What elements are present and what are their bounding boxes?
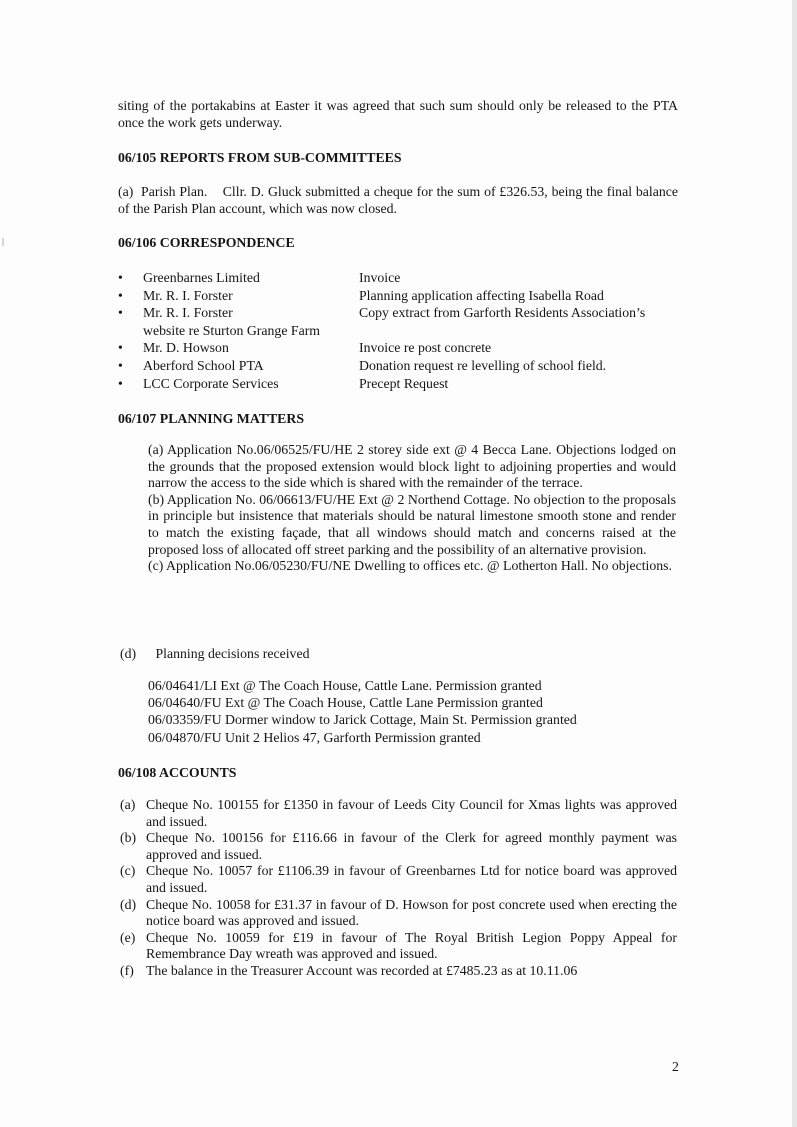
- item-label: (c): [120, 863, 136, 879]
- planning-decisions-heading: [120, 646, 309, 663]
- planning-application: (a) Application No.06/06525/FU/HE 2 storey side ext @ 4 Becca Lane. Objections lodged on the grounds that the proposed extension would block light to adjoining properties and would narrow the access to the side which is shared with the remainder of the terrace.: [148, 442, 676, 491]
- list-item: 06/03359/FU Dormer window to Jarick Cottage, Main St. Permission granted: [148, 712, 577, 728]
- item-text: Cheque No. 10057 for £1106.39 in favour of Greenbarnes Ltd for notice board was approved and issued.: [146, 863, 677, 895]
- heading-correspondence: 06/106 CORRESPONDENCE: [118, 235, 295, 250]
- correspondent: Aberford School PTA: [143, 357, 264, 373]
- correspondent: Mr. R. I. Forster: [143, 305, 233, 321]
- item-label: (f): [120, 962, 134, 978]
- item-label: (d): [120, 896, 137, 912]
- item-title: Parish Plan.: [141, 184, 208, 199]
- list-item: [118, 340, 683, 358]
- heading-planning-matters: 06/107 PLANNING MATTERS: [118, 411, 305, 426]
- list-item: [118, 358, 683, 376]
- item-text: The balance in the Treasurer Account was recorded at £7485.23 as at 10.11.06: [146, 962, 578, 978]
- list-item: [120, 897, 677, 930]
- bullet: •: [118, 340, 123, 356]
- item-text: Cllr. D. Gluck submitted a cheque for the sum of £326.53, being the final balance of the Parish Plan account, which was now closed.: [118, 184, 679, 216]
- heading-reports-from-sub-committees: 06/105 REPORTS FROM SUB-COMMITTEES: [118, 150, 402, 165]
- bullet: •: [118, 357, 123, 373]
- bullet: •: [118, 270, 123, 285]
- correspondence-subject: Copy extract from Garforth Residents Association’s: [359, 305, 646, 321]
- item-text: Cheque No. 100155 for £1350 in favour of Leeds City Council for Xmas lights was approved and issued.: [146, 797, 677, 829]
- list-item: 06/04870/FU Unit 2 Helios 47, Garforth Permission granted: [148, 729, 481, 745]
- item-text: Cheque No. 10058 for £31.37 in favour of D. Howson for post concrete used when erecting the notice board was approved and issued.: [146, 896, 677, 929]
- correspondent: LCC Corporate Services: [143, 375, 279, 391]
- planning-application: (c) Application No.06/05230/FU/NE Dwelling to offices etc. @ Lotherton Hall. No objections.: [148, 558, 672, 574]
- intro-paragraph: siting of the portakabins at Easter it was agreed that such sum should only be released to the PTA once the work gets underway.: [118, 98, 678, 130]
- planning-application: (b) Application No. 06/06613/FU/HE Ext @ 2 Northend Cottage. No objection to the proposals in principle but insistence that materials should be natural limestone smooth stone and render to match the existing façade, that all windows should match and concerns raised at the proposed loss of allocated off street parking and the possibility of an alternative provision.: [148, 491, 676, 557]
- page-number: 2: [672, 1059, 679, 1074]
- list-item: [118, 305, 683, 323]
- list-item: [120, 830, 677, 863]
- list-item: 06/04640/FU Ext @ The Coach House, Cattle Lane Permission granted: [148, 695, 543, 711]
- correspondent: Greenbarnes Limited: [143, 270, 260, 285]
- parish-plan-paragraph: [118, 184, 678, 217]
- list-item: [120, 930, 677, 963]
- heading-accounts: 06/108 ACCOUNTS: [118, 765, 237, 780]
- correspondence-subject: Invoice re post concrete: [359, 340, 492, 356]
- scan-mark: [2, 238, 4, 246]
- list-item: [118, 288, 683, 306]
- item-label: (e): [120, 929, 136, 945]
- accounts-list: [120, 797, 677, 980]
- correspondence-subject: Donation request re levelling of school field.: [359, 357, 607, 373]
- item-label: (a): [118, 184, 134, 199]
- item-label: (d): [120, 646, 137, 661]
- item-label: (a): [120, 797, 136, 812]
- planning-decisions-list: [148, 678, 577, 747]
- bullet: •: [118, 305, 123, 321]
- list-item-continuation: website re Sturton Grange Farm: [143, 322, 321, 338]
- list-item: 06/04641/LI Ext @ The Coach House, Cattle Lane. Permission granted: [148, 678, 542, 693]
- correspondence-list: [118, 270, 683, 393]
- correspondent: Mr. D. Howson: [143, 340, 229, 356]
- correspondence-subject: Invoice: [359, 270, 401, 285]
- item-label: (b): [120, 830, 137, 846]
- correspondent: Mr. R. I. Forster: [143, 287, 233, 303]
- list-item: [118, 270, 683, 288]
- correspondence-subject: Planning application affecting Isabella Road: [359, 287, 604, 303]
- list-item: [118, 376, 683, 394]
- bullet: •: [118, 287, 123, 303]
- page-edge-shadow: [792, 0, 797, 1127]
- planning-applications: [148, 442, 676, 575]
- item-title: Planning decisions received: [155, 646, 310, 661]
- correspondence-subject: Precept Request: [359, 375, 449, 391]
- list-item: [120, 797, 677, 830]
- bullet: •: [118, 375, 123, 391]
- item-text: Cheque No. 10059 for £19 in favour of The Royal British Legion Poppy Appeal for Remembrance Day wreath was approved and issued.: [146, 929, 677, 962]
- item-text: Cheque No. 100156 for £116.66 in favour of the Clerk for agreed monthly payment was approved and issued.: [146, 830, 677, 862]
- list-item: [120, 963, 677, 980]
- list-item: [120, 863, 677, 896]
